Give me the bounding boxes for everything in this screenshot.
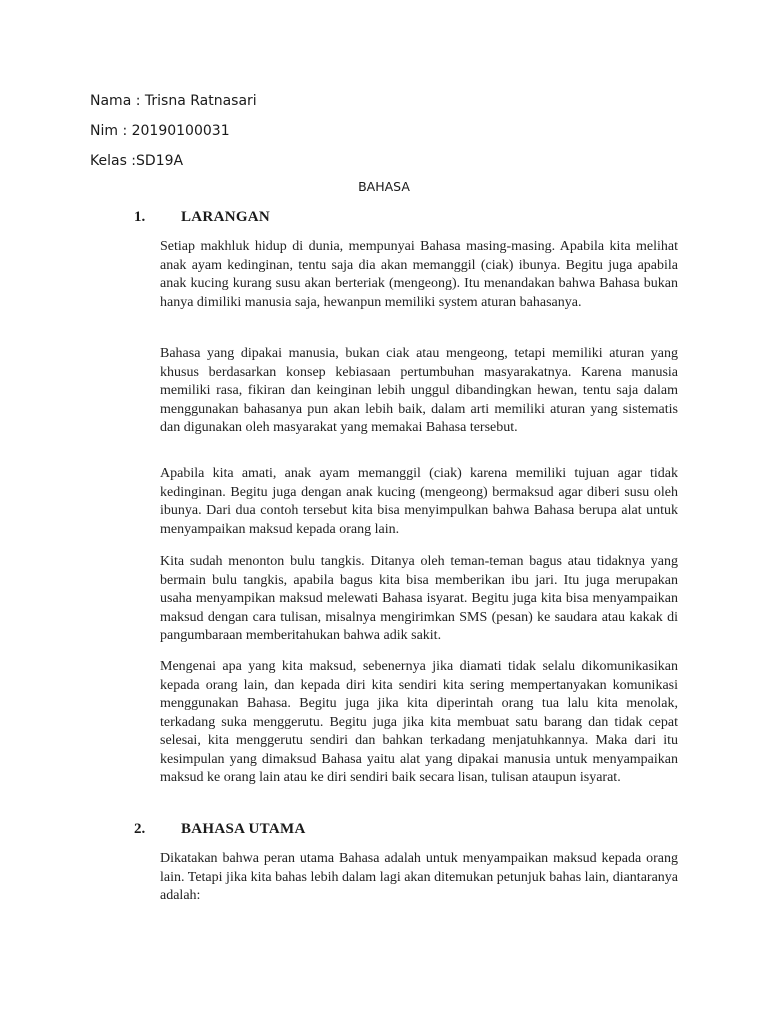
section-number: 2. xyxy=(134,821,146,837)
document-title: BAHASA xyxy=(358,179,410,194)
paragraph: Kita sudah menonton bulu tangkis. Ditanya oleh teman-teman bagus atau tidaknya yang bermain bulu tangkis, apabila bagus kita bisa memberikan ibu jari. Itu juga merupakan usaha menyampikan maksud melewati Bahasa isyarat. Begitu juga kita bisa menyampaikan maksud dengan cara tulisan, misalnya mengirimkan SMS (pesan) ke saudara atau kakak di pangumbaraan memberitahukan bahwa adik sakit. xyxy=(160,554,678,643)
student-nim: Nim : 20190100031 xyxy=(90,123,230,139)
paragraph: Apabila kita amati, anak ayam memanggil (ciak) karena memiliki tujuan agar tidak kedinginan. Begitu juga dengan anak kucing (mengeong) bermaksud agar diberi susu oleh ibunya. Dari dua contoh tersebut kita bisa menyimpulkan bahwa Bahasa berupa alat untuk menyampaikan maksud kepada orang lain. xyxy=(160,466,678,537)
student-name: Nama : Trisna Ratnasari xyxy=(90,93,257,109)
student-class: Kelas :SD19A xyxy=(90,153,184,169)
paragraph: Dikatakan bahwa peran utama Bahasa adalah untuk menyampaikan maksud kepada orang lain. Tetapi jika kita bahas lebih dalam lagi akan ditemukan petunjuk bahas lain, diantaranya adalah: xyxy=(160,851,678,903)
paragraph: Bahasa yang dipakai manusia, bukan ciak atau mengeong, tetapi memiliki aturan yang khusus berdasarkan konsep kebiasaan pertumbuhan masyarakatnya. Karena manusia memiliki rasa, fikiran dan keinginan lebih unggul dibandingkan hewan, tentu saja dalam menggunakan bahasanya pun akan lebih baik, dalam arti memiliki aturan yang sistematis dan digunakan oleh masyarakat yang memakai Bahasa tersebut. xyxy=(160,346,678,435)
section-title: LARANGAN xyxy=(181,209,271,225)
section-number: 1. xyxy=(134,209,146,225)
paragraph: Mengenai apa yang kita maksud, sebenernya jika diamati tidak selalu dikomunikasikan kepada orang lain, dan kepada diri kita sendiri kita sering mempertanyakan komunikasi menggunakan Bahasa. Begitu juga jika kita diperintah orang tua lalu kita menolak, terkadang suka menggerutu. Begitu juga jika kita membuat satu barang dan tidak cepat selesai, kita menggerutu sendiri dan bahkan terkadang menjatuhkannya. Maka dari itu kesimpulan yang dimaksud Bahasa yaitu alat yang dipakai manusia untuk menyampaikan maksud ke orang lain atau ke diri sendiri baik secara lisan, tulisan ataupun isyarat. xyxy=(160,659,678,785)
paragraph: Setiap makhluk hidup di dunia, mempunyai Bahasa masing-masing. Apabila kita melihat anak ayam kedinginan, tentu saja dia akan memanggil (ciak) ibunya. Begitu juga apabila anak kucing kurang susu akan berteriak (mengeong). Itu menandakan bahwa Bahasa bukan hanya dimiliki manusia saja, hewanpun memiliki system aturan bahasanya. xyxy=(160,239,678,310)
section-title: BAHASA UTAMA xyxy=(181,821,306,837)
